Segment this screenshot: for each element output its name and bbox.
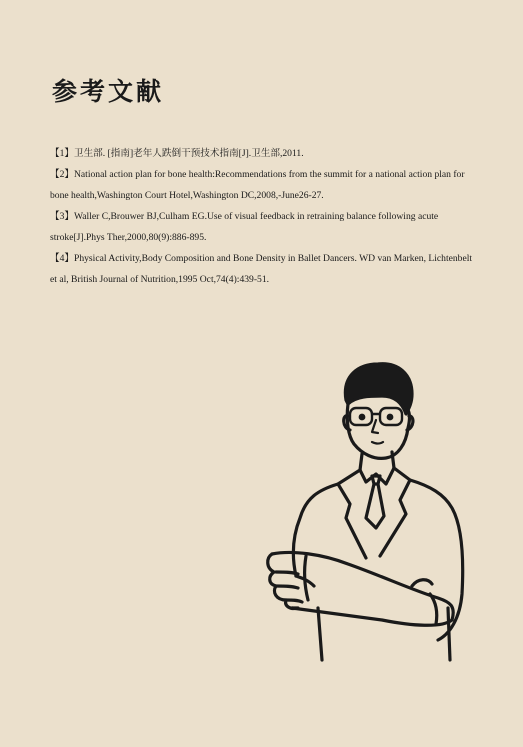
coat-lapel-left xyxy=(338,470,366,558)
hair xyxy=(345,364,412,414)
reference-item-1 xyxy=(50,143,478,164)
reference-number: 【3】 xyxy=(50,211,74,222)
reference-list xyxy=(50,143,478,290)
doctor-illustration-icon xyxy=(262,358,472,664)
reference-item-3 xyxy=(50,206,478,248)
reference-number: 【1】 xyxy=(50,148,74,159)
reference-item-4 xyxy=(50,248,478,290)
page-title: 参考文献 xyxy=(52,77,165,106)
coat-left xyxy=(293,484,338,576)
reference-item-2 xyxy=(50,164,478,206)
head xyxy=(347,404,409,458)
reference-text: 卫生部. [指南]老年人跌倒干预技术指南[J].卫生部,2011. xyxy=(73,148,304,159)
reference-number: 【4】 xyxy=(50,253,74,264)
reference-text: Physical Activity,Body Composition and Bone Density in Ballet Dancers. WD van Marken, Lichtenbelt et al, British Journal of Nutrition,1995 Oct,74(4):439-51. xyxy=(50,253,473,285)
reference-text: National action plan for bone health:Recommendations from the summit for a national action plan for bone health,Washington Court Hotel,Washington DC,2008,-June26-27. xyxy=(50,169,465,201)
reference-number: 【2】 xyxy=(50,169,74,180)
reference-text: Waller C,Brouwer BJ,Culham EG.Use of visual feedback in retraining balance following acute stroke[J].Phys Ther,2000,80(9):886-895. xyxy=(50,211,439,243)
